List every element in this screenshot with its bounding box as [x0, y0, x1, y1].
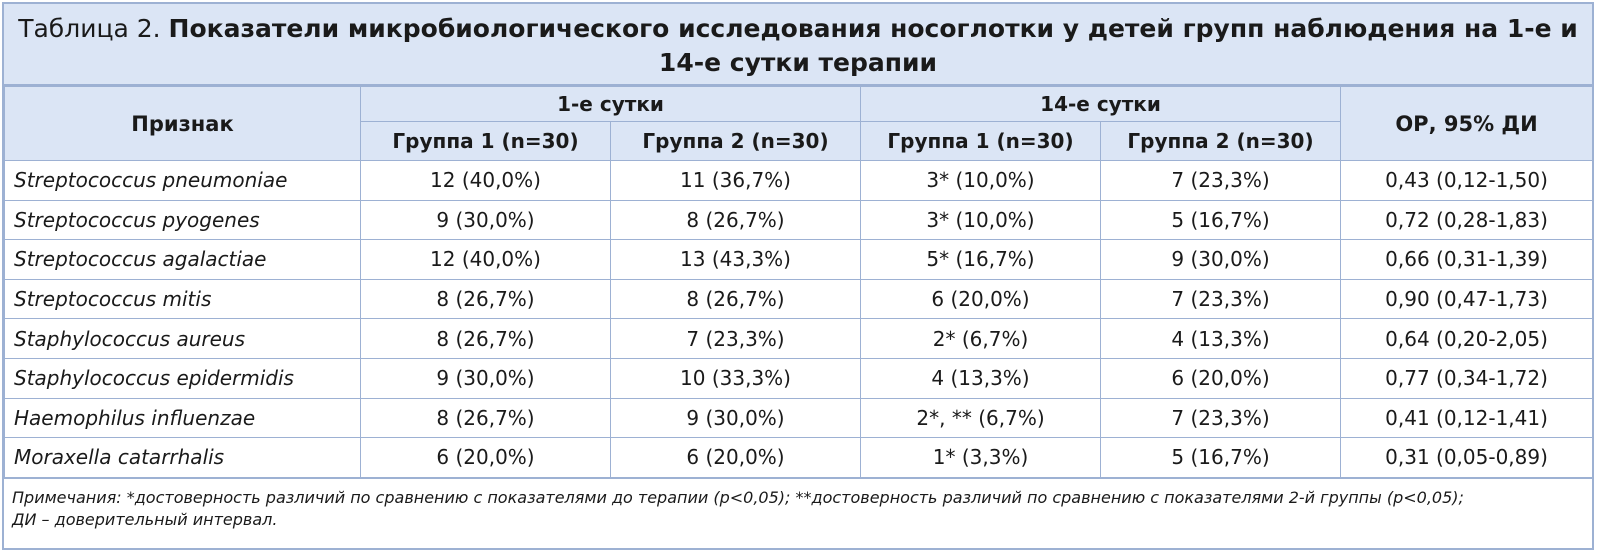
orci-value: 0,77 (0,34-1,72): [1341, 358, 1593, 398]
day1-group1-value: 8 (26,7%): [361, 279, 611, 319]
organism-name: Streptococcus pneumoniae: [5, 161, 361, 201]
day14-group1-value: 4 (13,3%): [861, 358, 1101, 398]
table-title: [4, 4, 1592, 86]
day1-group2-value: 8 (26,7%): [611, 279, 861, 319]
day1-group2-value: 9 (30,0%): [611, 398, 861, 438]
organism-name: Streptococcus pyogenes: [5, 200, 361, 240]
day14-group2-value: 4 (13,3%): [1101, 319, 1341, 359]
organism-name: Streptococcus agalactiae: [5, 240, 361, 280]
table-row: [5, 319, 1593, 359]
header-day14: 14-е сутки: [861, 87, 1341, 122]
orci-value: 0,41 (0,12-1,41): [1341, 398, 1593, 438]
day1-group2-value: 8 (26,7%): [611, 200, 861, 240]
orci-value: 0,64 (0,20-2,05): [1341, 319, 1593, 359]
day1-group2-value: 7 (23,3%): [611, 319, 861, 359]
header-day1-group2: Группа 2 (n=30): [611, 122, 861, 161]
table-row: [5, 161, 1593, 201]
table-row: [5, 398, 1593, 438]
day14-group1-value: 3* (10,0%): [861, 200, 1101, 240]
organism-name: Staphylococcus epidermidis: [5, 358, 361, 398]
notes-line-2: ДИ – доверительный интервал.: [12, 509, 278, 529]
day1-group2-value: 11 (36,7%): [611, 161, 861, 201]
day14-group2-value: 5 (16,7%): [1101, 438, 1341, 478]
table-row: [5, 240, 1593, 280]
table-row: [5, 200, 1593, 240]
orci-value: 0,66 (0,31-1,39): [1341, 240, 1593, 280]
header-feature: Признак: [5, 87, 361, 161]
day14-group2-value: 5 (16,7%): [1101, 200, 1341, 240]
day14-group1-value: 2*, ** (6,7%): [861, 398, 1101, 438]
day1-group2-value: 13 (43,3%): [611, 240, 861, 280]
day14-group1-value: 6 (20,0%): [861, 279, 1101, 319]
notes-line-1: Примечания: *достоверность различий по сравнению с показателями до терапии (p<0,05); **достоверность различий по сравнению с показателями 2-й группы (p<0,05);: [12, 487, 1464, 507]
day14-group1-value: 3* (10,0%): [861, 161, 1101, 201]
day14-group1-value: 2* (6,7%): [861, 319, 1101, 359]
title-prefix: Таблица 2.: [18, 14, 161, 43]
table-notes: [4, 479, 1592, 531]
orci-value: 0,43 (0,12-1,50): [1341, 161, 1593, 201]
day14-group2-value: 9 (30,0%): [1101, 240, 1341, 280]
orci-value: 0,72 (0,28-1,83): [1341, 200, 1593, 240]
table-row: [5, 279, 1593, 319]
table-container: [2, 2, 1594, 550]
day14-group1-value: 1* (3,3%): [861, 438, 1101, 478]
day1-group1-value: 8 (26,7%): [361, 398, 611, 438]
organism-name: Haemophilus influenzae: [5, 398, 361, 438]
header-day14-group2: Группа 2 (n=30): [1101, 122, 1341, 161]
day1-group1-value: 12 (40,0%): [361, 240, 611, 280]
day1-group1-value: 8 (26,7%): [361, 319, 611, 359]
orci-value: 0,31 (0,05-0,89): [1341, 438, 1593, 478]
day14-group2-value: 7 (23,3%): [1101, 398, 1341, 438]
day14-group2-value: 7 (23,3%): [1101, 161, 1341, 201]
day1-group1-value: 12 (40,0%): [361, 161, 611, 201]
day14-group1-value: 5* (16,7%): [861, 240, 1101, 280]
data-table: [4, 86, 1593, 479]
day1-group1-value: 9 (30,0%): [361, 200, 611, 240]
header-day1: 1-е сутки: [361, 87, 861, 122]
table-row: [5, 438, 1593, 478]
orci-value: 0,90 (0,47-1,73): [1341, 279, 1593, 319]
title-text: Показатели микробиологического исследования носоглотки у детей групп наблюдения на 1-е и 14-е сутки терапии: [168, 14, 1578, 77]
day1-group1-value: 6 (20,0%): [361, 438, 611, 478]
day1-group1-value: 9 (30,0%): [361, 358, 611, 398]
header-day1-group1: Группа 1 (n=30): [361, 122, 611, 161]
organism-name: Moraxella catarrhalis: [5, 438, 361, 478]
day1-group2-value: 6 (20,0%): [611, 438, 861, 478]
organism-name: Streptococcus mitis: [5, 279, 361, 319]
day1-group2-value: 10 (33,3%): [611, 358, 861, 398]
organism-name: Staphylococcus aureus: [5, 319, 361, 359]
table-row: [5, 358, 1593, 398]
day14-group2-value: 6 (20,0%): [1101, 358, 1341, 398]
day14-group2-value: 7 (23,3%): [1101, 279, 1341, 319]
header-day14-group1: Группа 1 (n=30): [861, 122, 1101, 161]
header-orci: ОР, 95% ДИ: [1341, 87, 1593, 161]
